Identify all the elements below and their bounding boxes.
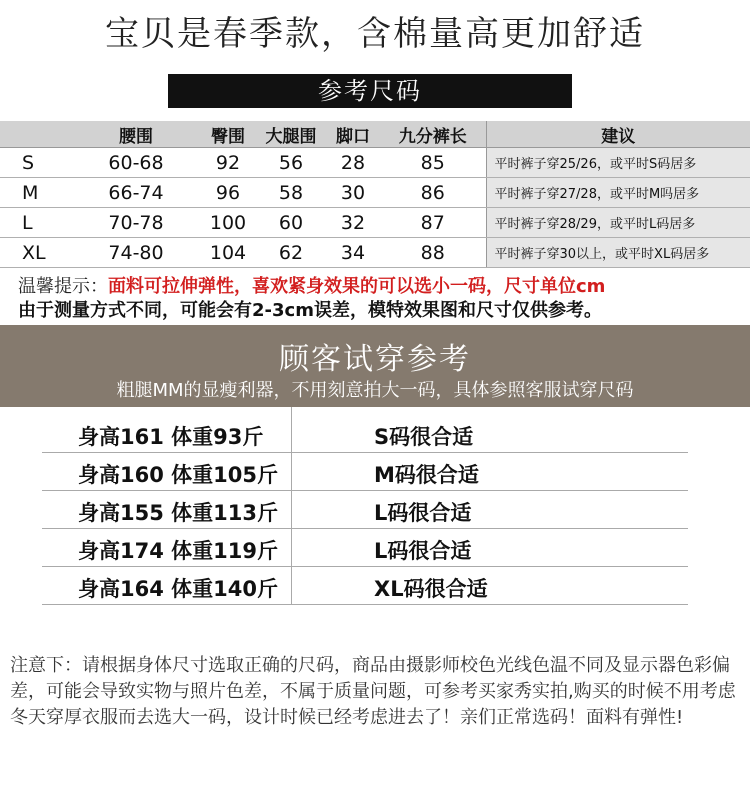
length-value: 85 [380,148,486,178]
hem-value: 32 [326,208,380,238]
table-row [0,208,750,238]
recommended-size: L码很合适 [374,539,472,563]
tip-line-1 [18,272,605,298]
fit-row [42,491,688,529]
size-chart-title: 参考尺码 [168,74,572,108]
advice-text: 平时裤子穿27/28，或平时M吗居多 [486,178,750,208]
notice-text: 注意下：请根据身体尺寸选取正确的尺码，商品由摄影师校色光线色温不同及显示器色彩偏差，可能会导致实物与照片色差，不属于质量问题，可参考买家秀实拍,购买的时候不用考虑冬天穿厚衣服而去选大一码，设计时候已经考虑进去了！亲们正常选码！面料有弹性! [10,655,736,728]
waist-value: 66-74 [72,178,200,208]
thigh-value: 60 [256,208,326,238]
size-label: M [0,178,72,208]
hem-value: 30 [326,178,380,208]
advice-text: 平时裤子穿25/26，或平时S码居多 [486,148,750,178]
length-value: 86 [380,178,486,208]
thigh-value: 58 [256,178,326,208]
advice-text: 平时裤子穿28/29，或平时L码居多 [486,208,750,238]
length-value: 88 [380,238,486,268]
header-hip: 臀围 [200,121,256,148]
table-row [0,238,750,268]
fit-reference-banner [0,325,750,407]
waist-value: 60-68 [72,148,200,178]
header-waist: 腰围 [72,121,200,148]
fit-row [42,529,688,567]
recommended-size: L码很合适 [374,501,472,525]
size-label: L [0,208,72,238]
size-label: S [0,148,72,178]
fit-reference-title: 顾客试穿参考 [279,342,471,377]
fit-row [42,567,688,605]
header-thigh: 大腿围 [256,121,326,148]
header-hem: 脚口 [326,121,380,148]
tip-label: 温馨提示： [18,276,108,297]
header-blank [0,121,72,148]
body-measurement: 身高160 体重105斤 [78,463,278,487]
header-length: 九分裤长 [380,121,486,148]
fit-row [42,453,688,491]
fit-row [42,415,688,453]
advice-text: 平时裤子穿30以上，或平时XL码居多 [486,238,750,268]
recommended-size: M码很合适 [374,463,479,487]
thigh-value: 62 [256,238,326,268]
table-row [0,148,750,178]
header-advice: 建议 [486,121,750,148]
length-value: 87 [380,208,486,238]
hip-value: 100 [200,208,256,238]
body-measurement: 身高174 体重119斤 [78,539,278,563]
body-measurement: 身高164 体重140斤 [78,577,278,601]
hem-value: 34 [326,238,380,268]
waist-value: 74-80 [72,238,200,268]
size-chart-table [0,121,750,268]
table-row [0,178,750,208]
waist-value: 70-78 [72,208,200,238]
size-chart-header-row [0,121,750,148]
hip-value: 104 [200,238,256,268]
fit-reference-subtitle: 粗腿MM的显瘦利器，不用刻意拍大一码，具体参照客服试穿尺码 [116,380,634,401]
recommended-size: XL码很合适 [374,577,488,601]
hip-value: 96 [200,178,256,208]
size-label: XL [0,238,72,268]
hem-value: 28 [326,148,380,178]
headline: 宝贝是春季款，含棉量高更加舒适 [105,14,645,54]
recommended-size: S码很合适 [374,425,474,449]
thigh-value: 56 [256,148,326,178]
hip-value: 92 [200,148,256,178]
body-measurement: 身高161 体重93斤 [78,425,264,449]
tip-line-2: 由于测量方式不同，可能会有2-3cm误差，模特效果图和尺寸仅供参考。 [18,300,602,321]
body-measurement: 身高155 体重113斤 [78,501,278,525]
fit-reference-table [42,415,688,605]
tip-highlight: 面料可拉伸弹性，喜欢紧身效果的可以选小一码，尺寸单位cm [108,276,606,297]
